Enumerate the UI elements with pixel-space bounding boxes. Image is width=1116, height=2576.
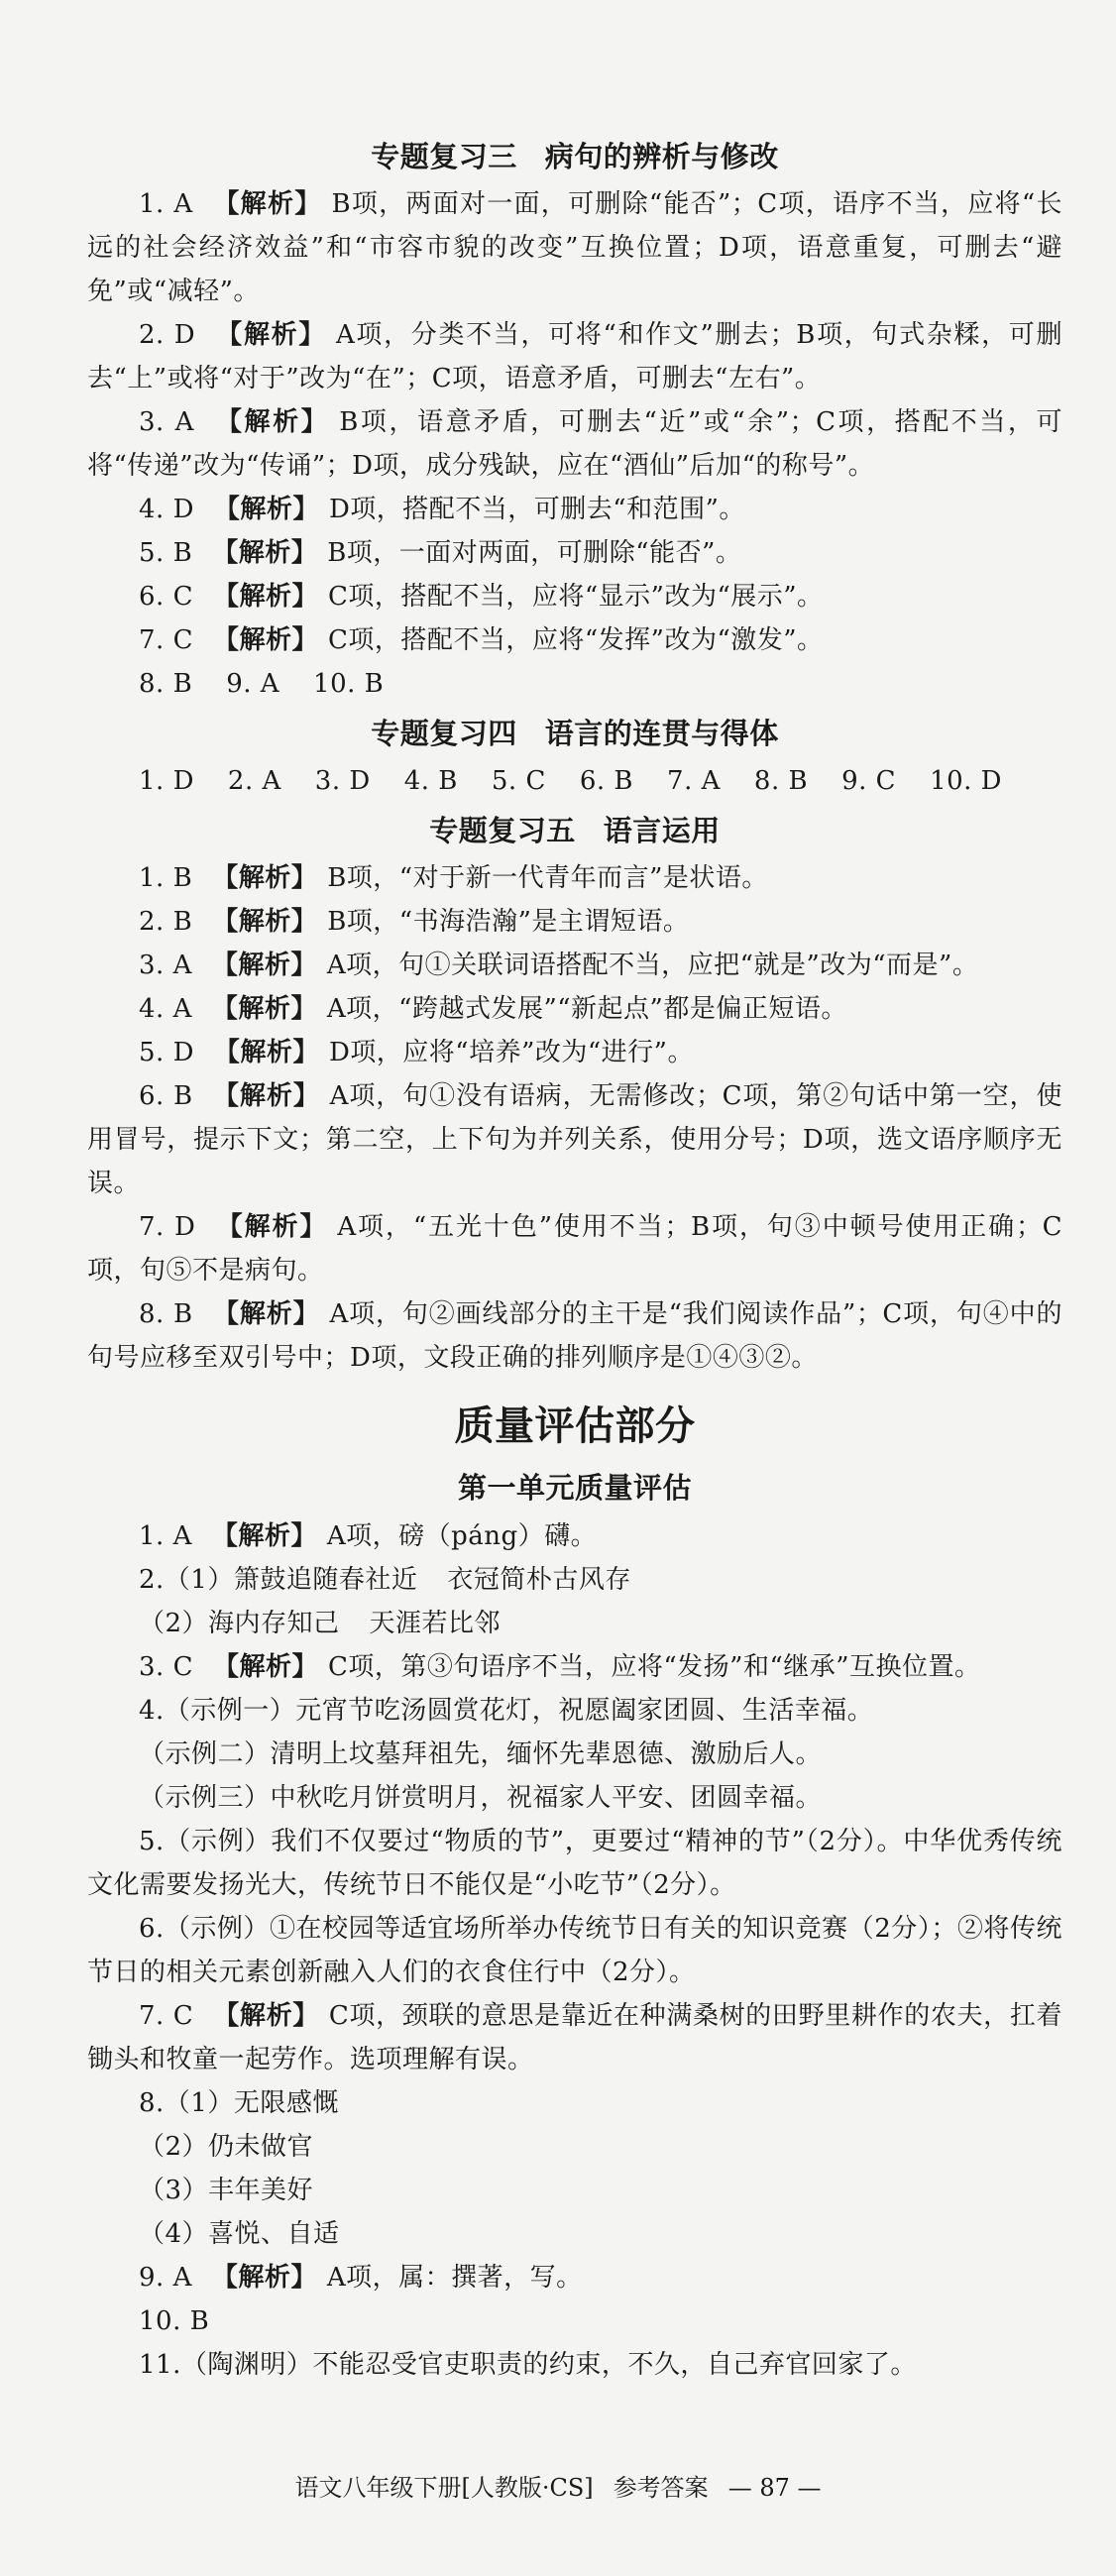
section-title-4-sub: 语言的连贯与得体 — [544, 717, 779, 750]
footer-label: 参考答案 — [613, 2474, 709, 2502]
section-title-4-main: 专题复习四 — [371, 717, 517, 750]
answer-number: 1. B — [139, 863, 193, 893]
analysis-tag: 【解析】 — [212, 582, 318, 612]
footer-book: 语文八年级下册[人教版·CS] — [294, 2474, 594, 2502]
answer-item — [87, 1994, 1062, 2081]
answer-number: 6. B — [139, 1081, 193, 1111]
answer-number: 1. A — [139, 189, 193, 219]
short-answer: 7. A — [667, 766, 721, 796]
short-answer: 8. B — [753, 766, 809, 796]
answer-subitem: （示例二）清明上坟墓拜祖先，缅怀先辈恩德、激励后人。 — [139, 1739, 823, 1769]
analysis-tag: 【解析】 — [213, 407, 330, 437]
answer-number: 5. B — [139, 538, 193, 568]
answer-item — [87, 1292, 1062, 1380]
answer-subitem: （示例三）中秋吃月饼赏明月，祝福家人平安、团圆幸福。 — [139, 1783, 823, 1813]
answer-item — [87, 987, 1062, 1031]
answer-number: 6. C — [139, 582, 193, 612]
section-title-5 — [87, 807, 1062, 854]
answer-number: 7. D — [139, 1212, 196, 1242]
s5-items — [87, 856, 1062, 1380]
answer-item — [87, 944, 1062, 987]
short-answer: 4. B — [403, 766, 458, 796]
answer-item — [87, 2256, 1062, 2299]
answer-item — [87, 531, 1062, 575]
analysis-tag: 【解析】 — [211, 994, 317, 1024]
answer-item: 5.（示例）我们不仅要过“物质的节”，更要过“精神的节”（2分）。中华优秀传统文化需要发扬光大，传统节日不能仅是“小吃节”（2分）。 — [87, 1827, 1062, 1900]
answer-item — [87, 400, 1062, 488]
short-answer: 10. B — [313, 669, 385, 699]
answer-item: 8.（1）无限感慨 — [139, 2088, 339, 2118]
answer-text: A项，分类不当，可将“和作文”删去；B项，句式杂糅，可删去“上”或将“对于”改为“在”；C项，语意矛盾，可删去“左右”。 — [87, 320, 1062, 393]
analysis-tag: 【解析】 — [212, 189, 322, 219]
unit-answers — [87, 1514, 1062, 2387]
section-title-3-sub: 病句的辨析与修改 — [544, 140, 779, 173]
answer-item: 6.（示例）①在校园等适宜场所举办传统节日有关的知识竞赛（2分）；②将传统节日的相关元素创新融入人们的衣食住行中（2分）。 — [87, 1914, 1062, 1987]
answer-item — [87, 1645, 1062, 1689]
answer-item — [87, 1074, 1062, 1205]
answer-text: C项，搭配不当，应将“显示”改为“展示”。 — [327, 582, 824, 612]
short-answer: 8. B — [139, 669, 193, 699]
answer-number: 8. B — [139, 1299, 193, 1329]
answer-text: A项，“五光十色”使用不当；B项，句③中顿号使用正确；C项，句⑤不是病句。 — [87, 1212, 1062, 1286]
answer-item — [87, 856, 1062, 900]
answer-item — [87, 313, 1062, 400]
analysis-tag: 【解析】 — [215, 320, 326, 350]
answer-number: 3. A — [139, 951, 192, 980]
answer-subitem — [87, 1602, 1062, 1645]
answer-subitem: （3）丰年美好 — [139, 2176, 314, 2205]
answer-item — [87, 182, 1062, 313]
answer-text: D项，搭配不当，可删去“和范围”。 — [328, 495, 745, 524]
answer-text: B项，两面对一面，可删除“能否”；C项，语序不当，应将“长远的社会经济效益”和“市容市貌的改变”互换位置；D项，语意重复，可删去“避免”或“减轻”。 — [87, 189, 1062, 306]
part-title: 质量评估部分 — [454, 1403, 696, 1449]
answer-number: 4. A — [139, 994, 192, 1024]
analysis-tag: 【解析】 — [215, 1212, 328, 1242]
answer-number: 7. C — [139, 625, 193, 655]
answer-text: A项，句①没有语病，无需修改；C项，第②句话中第一空，使用冒号，提示下文；第二空，上下句为并列关系，使用分号；D项，选文语序顺序无误。 — [87, 1081, 1062, 1198]
short-answers-row — [87, 759, 1062, 803]
short-answer: 10. D — [930, 766, 1003, 796]
answer-text: A项，“跨越式发展”“新起点”都是偏正短语。 — [326, 994, 847, 1024]
page-footer — [0, 2470, 1116, 2506]
answer-text: 天涯若比邻 — [369, 1609, 502, 1638]
answer-text: B项，“对于新一代青年而言”是状语。 — [327, 863, 768, 893]
answer-number: 4. D — [139, 495, 194, 524]
page-content — [87, 129, 1062, 2387]
analysis-tag: 【解析】 — [212, 1652, 318, 1682]
answer-text: 衣冠简朴古风存 — [447, 1565, 631, 1595]
answer-text: B项，语意矛盾，可删去“近”或“余”；C项，搭配不当，可将“传递”改为“传诵”；D项，成分残缺，应在“酒仙”后加“的称号”。 — [87, 407, 1062, 481]
analysis-tag: 【解析】 — [212, 1081, 320, 1111]
answer-number: 9. A — [139, 2263, 192, 2293]
answer-text: C项，第③句语序不当，应将“发扬”和“继承”互换位置。 — [327, 1652, 981, 1682]
answer-text: C项，搭配不当，应将“发挥”改为“激发”。 — [327, 625, 824, 655]
answer-subitem: （2）仍未做官 — [139, 2132, 314, 2162]
short-answer: 6. B — [579, 766, 634, 796]
answer-text: C项，颈联的意思是靠近在种满桑树的田野里耕作的农夫，扛着锄头和牧童一起劳作。选项理解有误。 — [87, 2001, 1062, 2074]
short-answer: 9. C — [841, 766, 897, 796]
answer-text: A项，句②画线部分的主干是“我们阅读作品”；C项，句④中的句号应移至双引号中；D项，文段正确的排列顺序是①④③②。 — [87, 1299, 1062, 1373]
analysis-tag: 【解析】 — [212, 1299, 320, 1329]
answer-number: 3. A — [139, 407, 194, 437]
answer-number: 1. A — [139, 1521, 192, 1551]
unit-title: 第一单元质量评估 — [457, 1471, 692, 1505]
section-title-4 — [87, 710, 1062, 757]
page-number: — 87 — — [727, 2474, 822, 2502]
answer-text: D项，应将“培养”改为“进行”。 — [328, 1038, 694, 1067]
analysis-tag: 【解析】 — [212, 538, 318, 568]
answer-text: A项，句①关联词语搭配不当，应把“就是”改为“而是”。 — [326, 951, 979, 980]
answer-text: A项，磅（páng）礴。 — [326, 1521, 598, 1551]
answer-text: B项，一面对两面，可删除“能否”。 — [327, 538, 742, 568]
answer-number: 2. D — [139, 320, 196, 350]
short-answers-row — [87, 662, 1062, 706]
answer-subitem: （4）喜悦、自适 — [139, 2219, 340, 2249]
answer-item — [87, 618, 1062, 662]
answer-item: 4.（示例一）元宵节吃汤圆赏花灯，祝愿阖家团圆、生活幸福。 — [139, 1696, 874, 1726]
answer-item: 10. B — [139, 2306, 210, 2336]
s3-items — [87, 182, 1062, 706]
section-title-5-main: 专题复习五 — [429, 814, 576, 847]
answer-item — [87, 1514, 1062, 1558]
answer-text: （2）海内存知己 — [139, 1609, 340, 1638]
analysis-tag: 【解析】 — [211, 951, 317, 980]
analysis-tag: 【解析】 — [211, 1521, 317, 1551]
section-title-3-main: 专题复习三 — [371, 140, 517, 173]
answer-item — [87, 1205, 1062, 1292]
analysis-tag: 【解析】 — [213, 2001, 319, 2031]
section-title-5-sub: 语言运用 — [603, 814, 721, 847]
answer-item: 11.（陶渊明）不能忍受官吏职责的约束，不久，自己弃官回家了。 — [139, 2350, 917, 2380]
answer-number: 2. B — [139, 907, 193, 937]
answer-item — [87, 1031, 1062, 1074]
answer-item — [87, 900, 1062, 944]
analysis-tag: 【解析】 — [212, 625, 318, 655]
section-title-3 — [87, 133, 1062, 180]
short-answer: 9. A — [226, 669, 280, 699]
answer-text: A项，属：撰著，写。 — [326, 2263, 583, 2293]
analysis-tag: 【解析】 — [212, 907, 318, 937]
answer-number: 7. C — [139, 2001, 194, 2031]
short-answer: 1. D — [139, 766, 194, 796]
answer-item — [87, 488, 1062, 531]
analysis-tag: 【解析】 — [212, 863, 318, 893]
answer-text: B项，“书海浩瀚”是主谓短语。 — [327, 907, 690, 937]
answer-number: 3. C — [139, 1652, 193, 1682]
answer-number: 5. D — [139, 1038, 194, 1067]
short-answer: 2. A — [227, 766, 281, 796]
short-answer: 5. C — [491, 766, 546, 796]
answer-item — [87, 1558, 1062, 1602]
short-answer: 3. D — [314, 766, 371, 796]
answer-item — [87, 575, 1062, 618]
answer-text: 2.（1）箫鼓追随春社近 — [139, 1565, 418, 1595]
analysis-tag: 【解析】 — [213, 1038, 319, 1067]
analysis-tag: 【解析】 — [213, 495, 319, 524]
analysis-tag: 【解析】 — [211, 2263, 317, 2293]
